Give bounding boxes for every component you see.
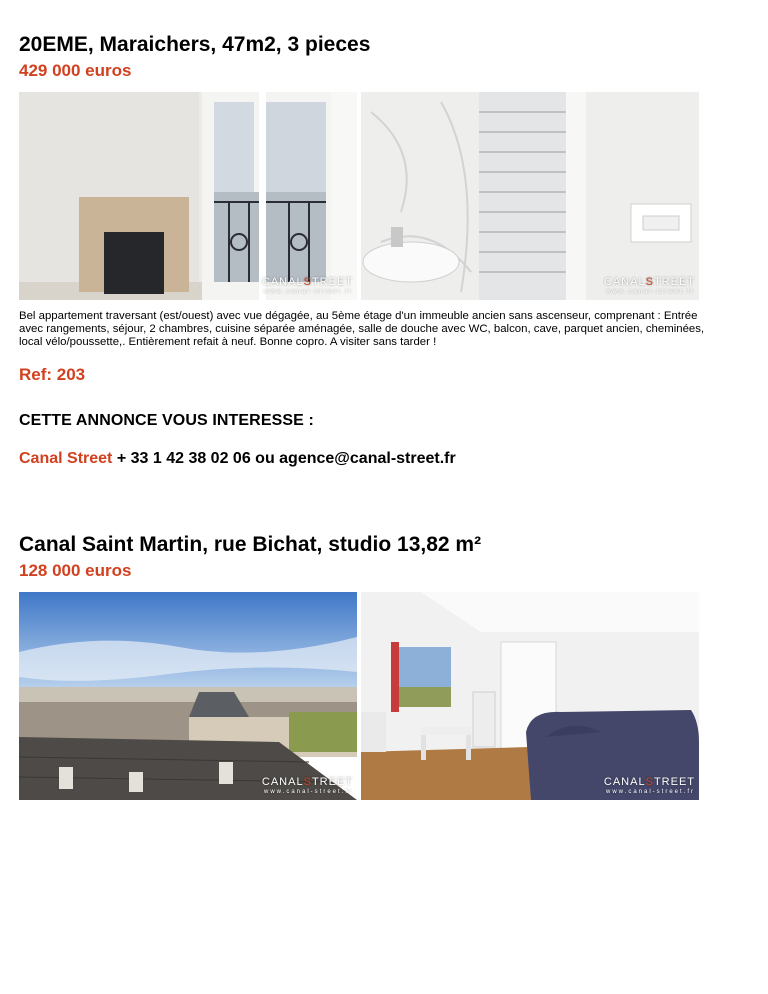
photo-gallery [19,592,709,800]
listing-ref: Ref: 203 [19,365,86,384]
photo-gallery [19,92,709,300]
listing-price: 429 000 euros [19,61,132,80]
bathroom-shower-photo[interactable] [361,92,699,300]
studio-sofa-photo[interactable] [361,592,699,800]
listing-title: 20EME, Maraichers, 47m2, 3 pieces [19,33,371,56]
listing-price: 128 000 euros [19,561,132,580]
agency-name: Canal Street [19,450,113,467]
listing-1 [19,33,709,468]
watermark: CANALSTREET www.canal-street.fr [603,776,695,795]
listing-title: Canal Saint Martin, rue Bichat, studio 13,82 m² [19,533,482,556]
contact-details: + 33 1 42 38 02 06 ou agence@canal-street.fr [112,450,456,467]
listing-2 [19,533,709,800]
watermark: CANALSTREET www.canal-street.fr [261,276,353,295]
living-room-fireplace-photo[interactable] [19,92,357,300]
contact-line [19,450,709,468]
cta-heading: CETTE ANNONCE VOUS INTERESSE : [19,412,314,429]
watermark: CANALSTREET www.canal-street.fr [261,776,353,795]
watermark: CANALSTREET www.canal-street.fr [603,276,695,295]
listing-description: Bel appartement traversant (est/ouest) avec vue dégagée, au 5ème étage d'un immeuble ancien sans ascenseur, comprenant : Entrée avec rangements, séjour, 2 chambres, cuisine séparée aménagée, salle de douche avec WC, balcon, cave, parquet ancien, cheminées, local vélo/poussette,. Entièrement refait à neuf. Bonne copro. A visiter sans tarder ! [19,310,705,348]
rooftop-view-photo[interactable] [19,592,357,800]
